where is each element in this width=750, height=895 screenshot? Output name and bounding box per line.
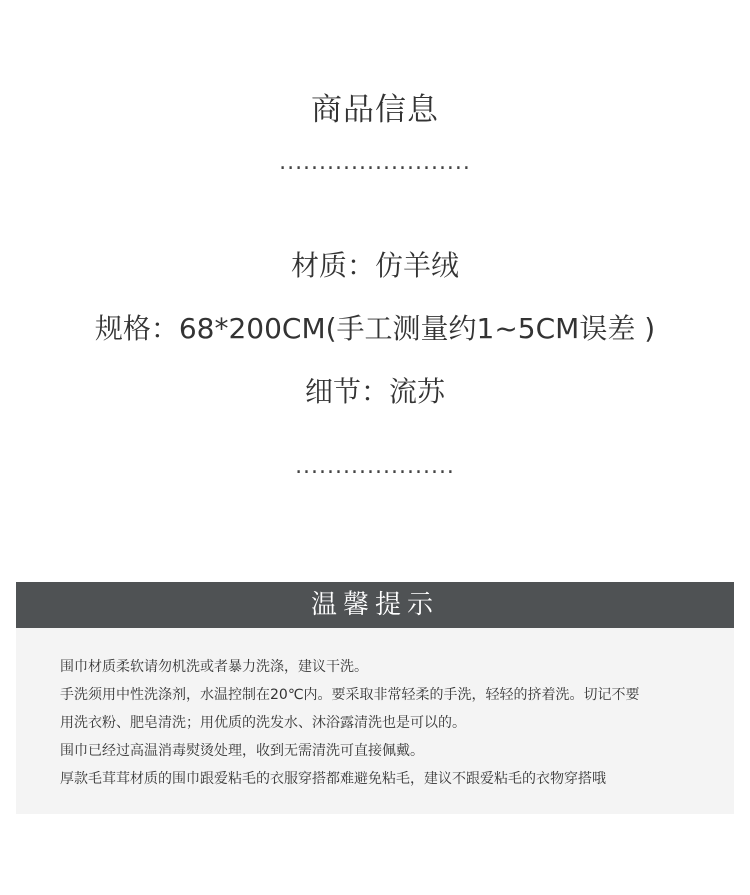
tips-line: 手洗须用中性洗涤剂，水温控制在20℃内。要采取非常轻柔的手洗，轻轻的挤着洗。切记不要 [60,687,640,703]
tips-header: 温馨提示 [16,582,734,628]
material-line: 材质：仿羊绒 [290,249,459,282]
detail-line: 细节：流苏 [304,375,445,408]
section-title: 商品信息 [311,92,439,128]
tips-line: 围巾已经过高温消毒熨烫处理，收到无需清洗可直接佩戴。 [60,743,424,759]
tips-line: 厚款毛茸茸材质的围巾跟爱粘毛的衣服穿搭都难避免粘毛，建议不跟爱粘毛的衣物穿搭哦 [60,771,606,787]
tips-line: 用洗衣粉、肥皂清洗；用优质的洗发水、沐浴露清洗也是可以的。 [60,715,466,731]
dotted-separator-top: ........................ [279,150,471,175]
spec-line: 规格：68*200CM(手工测量约1~5CM误差 ) [94,312,656,345]
dotted-separator-bottom: .................... [295,454,455,479]
tips-body [16,628,734,814]
tips-line: 围巾材质柔软请勿机洗或者暴力洗涤，建议干洗。 [60,659,368,675]
